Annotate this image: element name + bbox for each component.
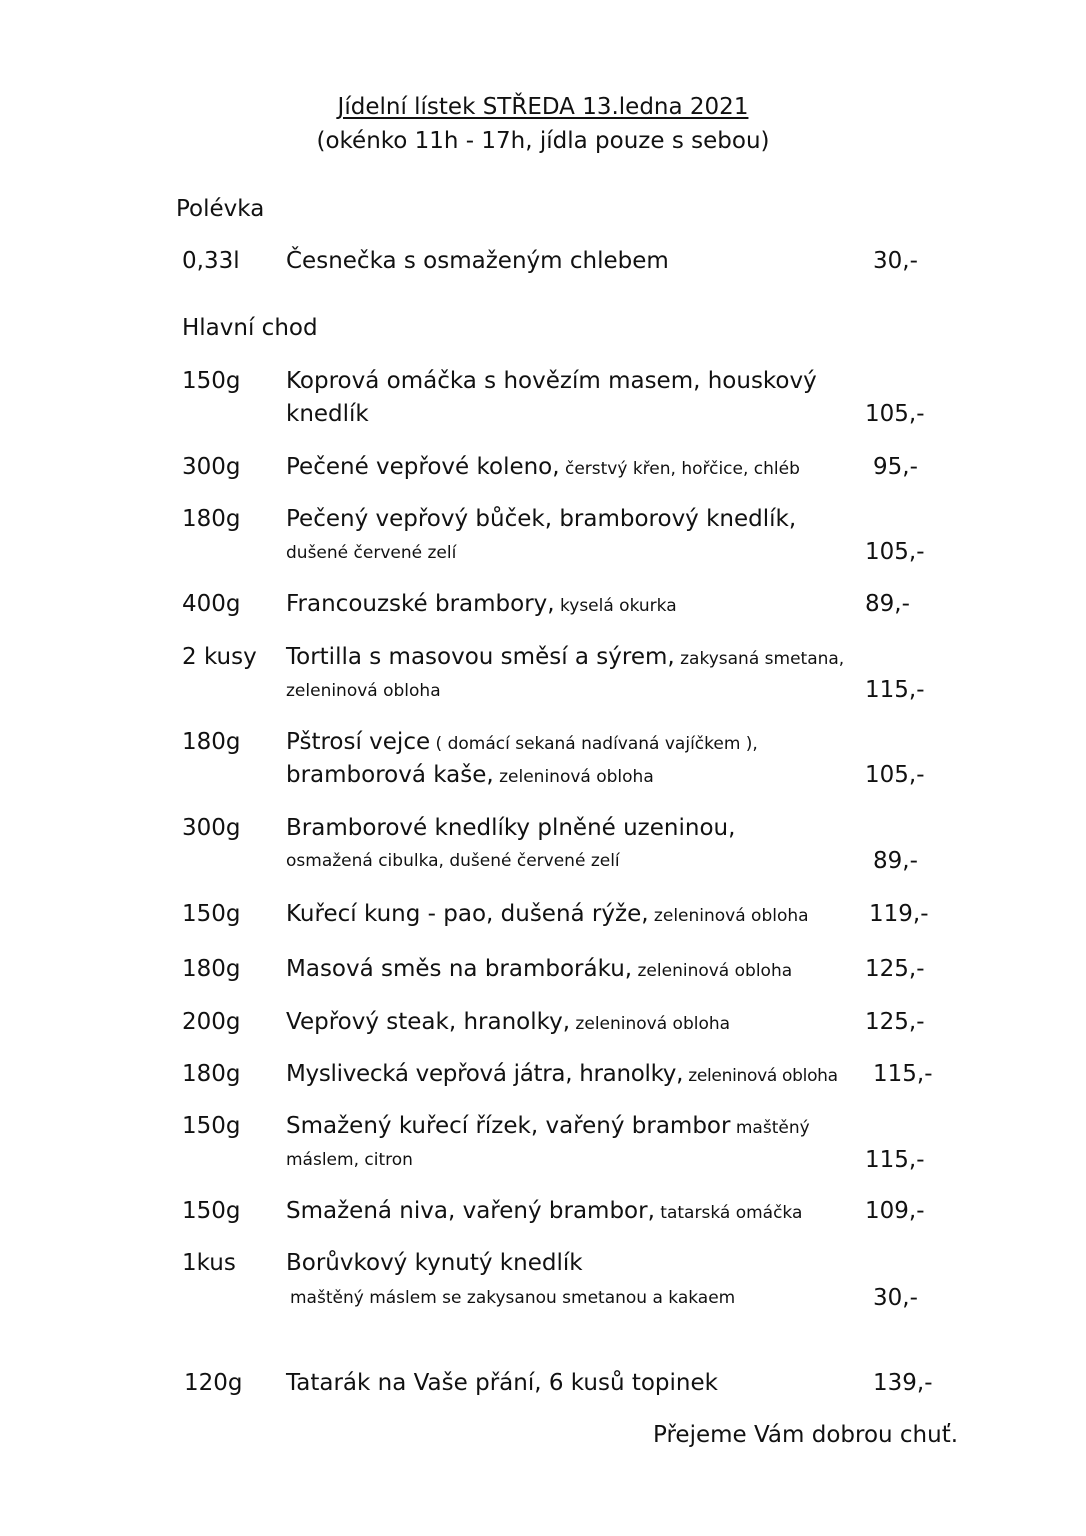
item-price: 115,-	[865, 677, 925, 703]
item-side-note: čerstvý křen, hořčice, chléb	[559, 459, 800, 479]
item-price: 119,-	[869, 901, 929, 927]
item-price: 105,-	[865, 539, 925, 565]
item-description	[286, 1115, 810, 1138]
item-name: Tatarák na Vaše přání, 6 kusů topinek	[286, 1370, 718, 1396]
item-quantity: 300g	[182, 454, 241, 480]
item-price: 125,-	[865, 956, 925, 982]
closing-note: Přejeme Vám dobrou chuť.	[653, 1422, 959, 1448]
item-name: Vepřový steak, hranolky,	[286, 1009, 571, 1035]
item-quantity: 150g	[182, 1198, 241, 1224]
menu-subtitle: (okénko 11h - 17h, jídla pouze s sebou)	[316, 128, 770, 154]
item-description	[286, 456, 800, 479]
item-price: 125,-	[865, 1009, 925, 1035]
item-side-note: dušené červené zelí	[286, 543, 457, 563]
item-name: Myslivecká vepřová játra, hranolky,	[286, 1061, 684, 1087]
item-quantity: 180g	[182, 506, 241, 532]
item-name: Pečené vepřové koleno,	[286, 454, 560, 480]
item-name: Masová směs na bramboráku,	[286, 956, 633, 982]
item-quantity: 200g	[182, 1009, 241, 1035]
item-name: Borůvkový kynutý knedlík	[286, 1250, 583, 1276]
item-name: Francouzské brambory,	[286, 591, 555, 617]
item-side-note: ( domácí sekaná nadívaná vajíčkem ),	[430, 734, 758, 754]
item-side-note: maštěný	[730, 1118, 810, 1138]
item-description	[286, 1011, 730, 1034]
item-quantity: 180g	[182, 729, 241, 755]
item-description	[286, 1063, 838, 1086]
item-quantity: 150g	[182, 1113, 241, 1139]
item-quantity: 150g	[182, 368, 241, 394]
item-side-note: zeleninová obloha	[683, 1066, 838, 1086]
item-price: 30,-	[873, 248, 918, 274]
item-name: Smažená niva, vařený brambor,	[286, 1198, 655, 1224]
item-side-note: zeleninová obloha	[632, 961, 793, 981]
item-price: 105,-	[865, 762, 925, 788]
item-name: Česnečka s osmaženým chlebem	[286, 248, 669, 274]
item-side-note: zeleninová obloha	[493, 767, 654, 787]
item-side-note: osmažená cibulka, dušené červené zelí	[286, 851, 620, 871]
soup-heading: Polévka	[176, 196, 265, 222]
item-quantity: 180g	[182, 1061, 241, 1087]
item-description	[286, 593, 677, 616]
item-price: 115,-	[865, 1147, 925, 1173]
item-side-note: zeleninová obloha	[648, 906, 809, 926]
item-quantity: 1kus	[182, 1250, 236, 1276]
item-name: Bramborové knedlíky plněné uzeninou,	[286, 815, 736, 841]
item-quantity: 0,33l	[182, 248, 240, 274]
item-price: 95,-	[873, 454, 918, 480]
item-description	[286, 1200, 802, 1223]
item-side-note-continued: zeleninová obloha	[286, 681, 441, 701]
item-name-continued: knedlík	[286, 401, 369, 427]
item-description	[286, 958, 792, 981]
item-name: Kuřecí kung - pao, dušená rýže,	[286, 901, 649, 927]
item-description	[286, 731, 758, 754]
item-quantity: 2 kusy	[182, 644, 257, 670]
item-side-note: zakysaná smetana,	[674, 649, 845, 669]
item-quantity: 180g	[182, 956, 241, 982]
main-course-heading: Hlavní chod	[182, 315, 318, 341]
item-name: Koprová omáčka s hovězím masem, houskový	[286, 368, 817, 394]
item-name-continued: bramborová kaše,	[286, 762, 494, 788]
menu-title: Jídelní lístek STŘEDA 13.ledna 2021	[337, 94, 749, 120]
item-name: Tortilla s masovou směsí a sýrem,	[286, 644, 675, 670]
item-price: 105,-	[865, 401, 925, 427]
item-quantity: 120g	[184, 1370, 243, 1396]
item-name: Smažený kuřecí řízek, vařený brambor	[286, 1113, 731, 1139]
item-side-note: zeleninová obloha	[570, 1014, 731, 1034]
item-price: 139,-	[873, 1370, 933, 1396]
item-price: 89,-	[873, 848, 918, 874]
item-description	[286, 646, 844, 669]
item-quantity: 400g	[182, 591, 241, 617]
item-description	[286, 903, 809, 926]
item-side-note-continued: máslem, citron	[286, 1150, 413, 1170]
item-quantity: 300g	[182, 815, 241, 841]
item-price: 115,-	[873, 1061, 933, 1087]
item-price: 109,-	[865, 1198, 925, 1224]
item-description-continued	[286, 764, 654, 787]
item-name: Pštrosí vejce	[286, 729, 431, 755]
item-price: 30,-	[873, 1285, 918, 1311]
item-side-note: maštěný máslem se zakysanou smetanou a kakaem	[290, 1288, 736, 1308]
item-side-note: kyselá okurka	[554, 596, 677, 616]
item-name: Pečený vepřový bůček, bramborový knedlík,	[286, 506, 797, 532]
item-price: 89,-	[865, 591, 910, 617]
item-side-note: tatarská omáčka	[654, 1203, 803, 1223]
item-quantity: 150g	[182, 901, 241, 927]
